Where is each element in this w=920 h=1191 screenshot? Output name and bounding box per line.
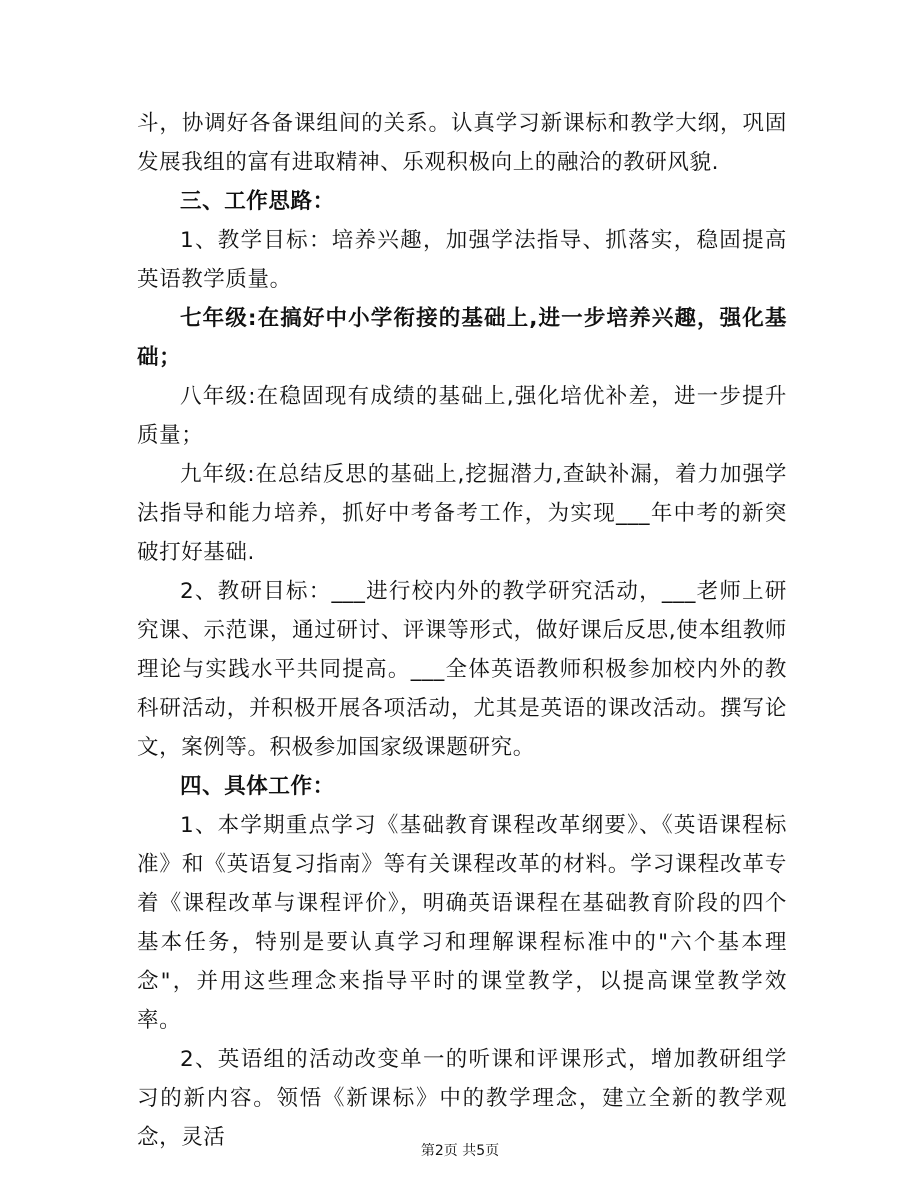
paragraph-teaching-goal: 1、教学目标：培养兴趣，加强学法指导、抓落实，稳固提高英语教学质量。 (137, 228, 787, 292)
paragraph-work-item-2: 2、英语组的活动改变单一的听课和评课形式，增加教研组学习的新内容。领悟《新课标》中的教学理念，建立全新的教学观念，灵活 (137, 1047, 787, 1150)
paragraph-grade-eight: 八年级:在稳固现有成绩的基础上,强化培优补差，进一步提升质量； (137, 384, 787, 448)
paragraph-grade-nine: 九年级:在总结反思的基础上,挖掘潜力,查缺补漏，着力加强学法指导和能力培养，抓好中考备考工作，为实现___年中考的新突破打好基础. (137, 462, 787, 565)
document-body (137, 104, 787, 1157)
section-heading-work-ideas: 三、工作思路： (180, 189, 335, 214)
paragraph-work-item-1: 1、本学期重点学习《基础教育课程改革纲要》、《英语课程标准》和《英语复习指南》等有关课程改革的材料。学习课程改革专着《课程改革与课程评价》，明确英语课程在基础教育阶段的四个基本任务，特别是要认真学习和理解课程标准中的"六个基本理念"，并用这些理念来指导平时的课堂教学，以提高课堂教学效率。 (137, 813, 787, 1033)
section-heading-specific-work: 四、具体工作： (180, 774, 335, 799)
page-number-footer: 第2页 共5页 (420, 1143, 500, 1159)
paragraph-grade-seven: 七年级:在搞好中小学衔接的基础上,进一步培养兴趣，强化基础； (137, 306, 787, 370)
paragraph-continuation: 斗，协调好各备课组间的关系。认真学习新课标和教学大纲，巩固发展我组的富有进取精神、乐观积极向上的融洽的教研风貌. (137, 111, 787, 175)
paragraph-research-goal: 2、教研目标：___进行校内外的教学研究活动，___老师上研究课、示范课，通过研讨、评课等形式，做好课后反思,使本组教师理论与实践水平共同提高。___全体英语教师积极参加校内外的教科研活动，并积极开展各项活动，尤其是英语的课改活动。撰写论文，案例等。积极参加国家级课题研究。 (137, 579, 787, 760)
